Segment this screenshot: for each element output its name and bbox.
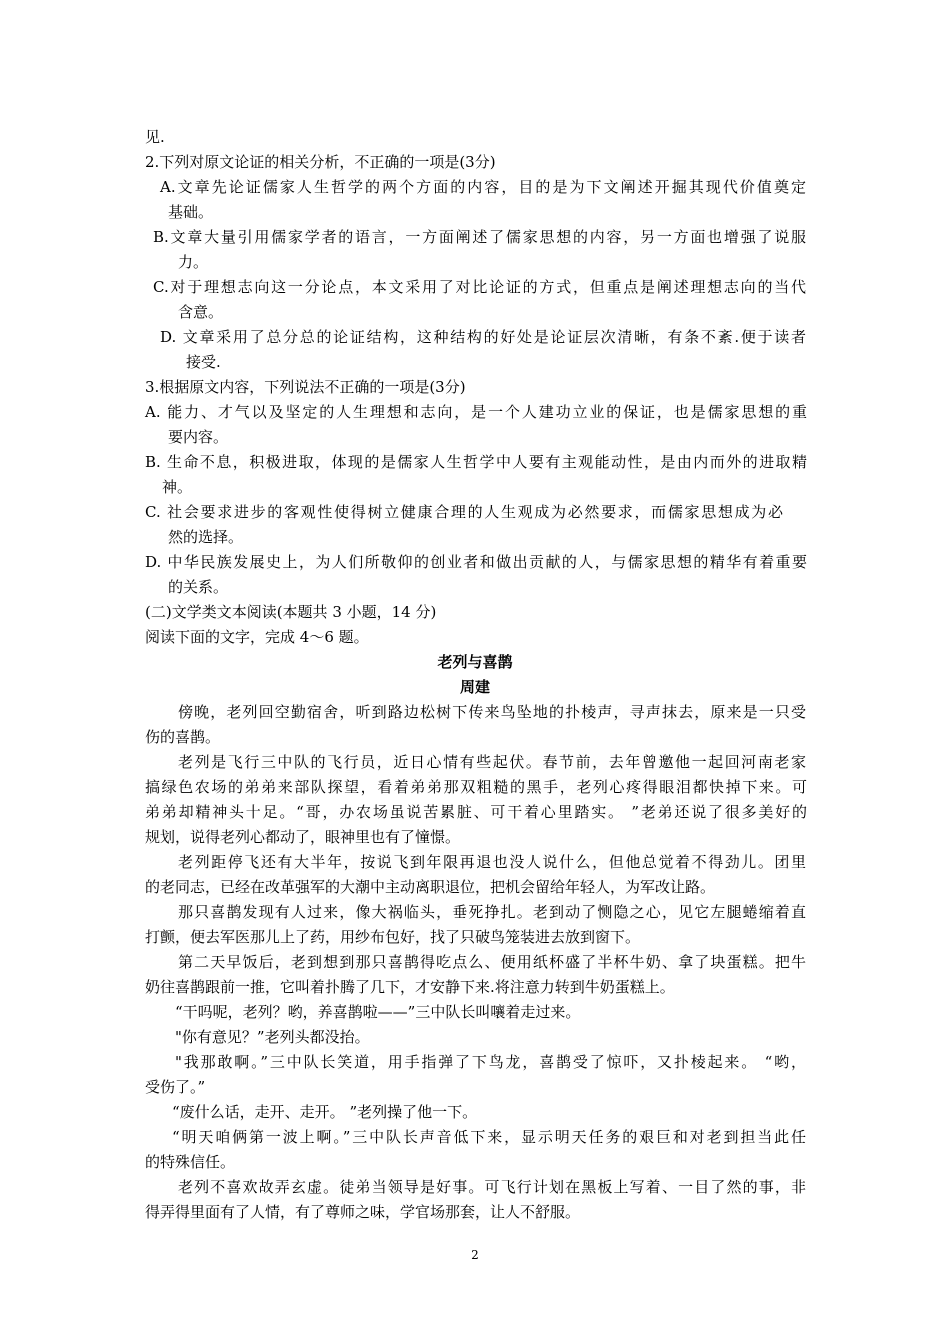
question-3-option-b: B. 生命不息，积极进取，体现的是儒家人生哲学中人要有主观能动性，是由内而外的进取精 xyxy=(145,453,807,471)
story-paragraph-line: 伤的喜鹊。 xyxy=(145,728,221,746)
question-3-option-c: C. 社会要求进步的客观性使得树立健康合理的人生观成为必然要求，而儒家思想成为必 xyxy=(145,503,783,521)
text-line: 见. xyxy=(145,128,165,146)
story-dialogue-line: 受伤了。” xyxy=(145,1078,206,1096)
page-number: 2 xyxy=(471,1248,479,1262)
question-2-option-b: B.文章大量引用儒家学者的语言，一方面阐述了儒家思想的内容，另一方面也增强了说服 xyxy=(153,228,806,246)
section-instruction: 阅读下面的文字，完成 4～6 题。 xyxy=(145,628,369,646)
story-paragraph-line: 那只喜鹊发现有人过来，像大祸临头，垂死挣扎。老到动了恻隐之心，见它左腿蜷缩着直 xyxy=(178,903,806,921)
story-paragraph-line: 奶往喜鹊跟前一推，它叫着扑腾了几下，才安静下来.将注意力转到牛奶蛋糕上。 xyxy=(145,978,675,996)
question-2-option-c: C.对于理想志向这一分论点，本文采用了对比论证的方式，但重点是阐述理想志向的当代 xyxy=(153,278,806,296)
story-author: 周建 xyxy=(459,678,490,696)
story-paragraph-line: 打颤，便去军医那儿上了药，用纱布包好，找了只破鸟笼装进去放到窗下。 xyxy=(145,928,641,946)
story-title: 老列与喜鹊 xyxy=(437,653,513,671)
story-paragraph-line: 弟弟却精神头十足。“哥，办农场虽说苦累脏、可干着心里踏实。 ”老弟还说了很多美好的 xyxy=(145,803,807,821)
question-2-option-d: D. 文章采用了总分总的论证结构，这种结构的好处是论证层次清晰，有条不紊.便于读者 xyxy=(160,328,806,346)
question-3-stem: 3.根据原文内容，下列说法不正确的一项是(3分) xyxy=(145,378,466,396)
question-2-option-c-cont: 含意。 xyxy=(178,303,224,321)
story-paragraph-line: 得弄得里面有了人情，有了尊师之味，学官场那套，让人不舒服。 xyxy=(145,1203,581,1221)
story-dialogue-line: “干吗呢，老列？哟，养喜鹊啦——”三中队长叫嚷着走过来。 xyxy=(175,1003,581,1021)
story-dialogue-line: “明天咱俩第一波上啊。”三中队长声音低下来，显示明天任务的艰巨和对老到担当此任 xyxy=(172,1128,806,1146)
story-dialogue-line: "你有意见？”老列头都没抬。 xyxy=(175,1028,370,1046)
question-3-option-d-cont: 的关系。 xyxy=(168,578,229,596)
story-dialogue-line: 的特殊信任。 xyxy=(145,1153,236,1171)
story-paragraph-line: 老列不喜欢故弄玄虚。徒弟当领导是好事。可飞行计划在黑板上写着、一目了然的事，非 xyxy=(178,1178,806,1196)
story-paragraph-line: 第二天早饭后，老到想到那只喜鹊得吃点么、便用纸杯盛了半杯牛奶、拿了块蛋糕。把牛 xyxy=(178,953,806,971)
question-3-option-a-cont: 要内容。 xyxy=(168,428,229,446)
story-paragraph-line: 搞绿色农场的弟弟来部队探望，看着弟弟那双粗糙的黑手，老列心疼得眼泪都快掉下来。可 xyxy=(145,778,807,796)
question-2-option-a-cont: 基础。 xyxy=(168,203,214,221)
question-2-option-a: A.文章先论证儒家人生哲学的两个方面的内容，目的是为下文阐述开掘其现代价值奠定 xyxy=(160,178,806,196)
question-2-stem: 2.下列对原文论证的相关分析，不正确的一项是(3分) xyxy=(145,153,496,171)
question-2-option-d-cont: 接受. xyxy=(186,353,221,371)
story-dialogue-line: "我那敢啊。”三中队长笑道，用手指弹了下鸟龙，喜鹊受了惊吓，又扑棱起来。 “哟， xyxy=(175,1053,806,1071)
story-paragraph-line: 老列距停飞还有大半年，按说飞到年限再退也没人说什么，但他总觉着不得劲儿。团里 xyxy=(178,853,806,871)
question-3-option-d: D. 中华民族发展史上，为人们所敬仰的创业者和做出贡献的人，与儒家思想的精华有着重要 xyxy=(145,553,807,571)
story-dialogue-line: “废什么话，走开、走开。 ”老列操了他一下。 xyxy=(172,1103,478,1121)
question-2-option-b-cont: 力。 xyxy=(178,253,209,271)
story-paragraph-line: 傍晚，老列回空勤宿舍，听到路边松树下传来鸟坠地的扑棱声，寻声抹去，原来是一只受 xyxy=(178,703,806,721)
section-heading: (二)文学类文本阅读(本题共 3 小题，14 分) xyxy=(145,603,437,621)
story-paragraph-line: 老列是飞行三中队的飞行员，近日心情有些起伏。春节前，去年曾邀他一起回河南老家 xyxy=(178,753,806,771)
question-3-option-a: A. 能力、才气以及坚定的人生理想和志向，是一个人建功立业的保证，也是儒家思想的重 xyxy=(145,403,807,421)
story-paragraph-line: 规划，说得老列心都动了，眼神里也有了憧憬。 xyxy=(145,828,461,846)
question-3-option-b-cont: 神。 xyxy=(162,478,193,496)
story-paragraph-line: 的老同志，已经在改革强军的大潮中主动离职退位，把机会留给年轻人，为军改让路。 xyxy=(145,878,716,896)
question-3-option-c-cont: 然的选择。 xyxy=(168,528,244,546)
